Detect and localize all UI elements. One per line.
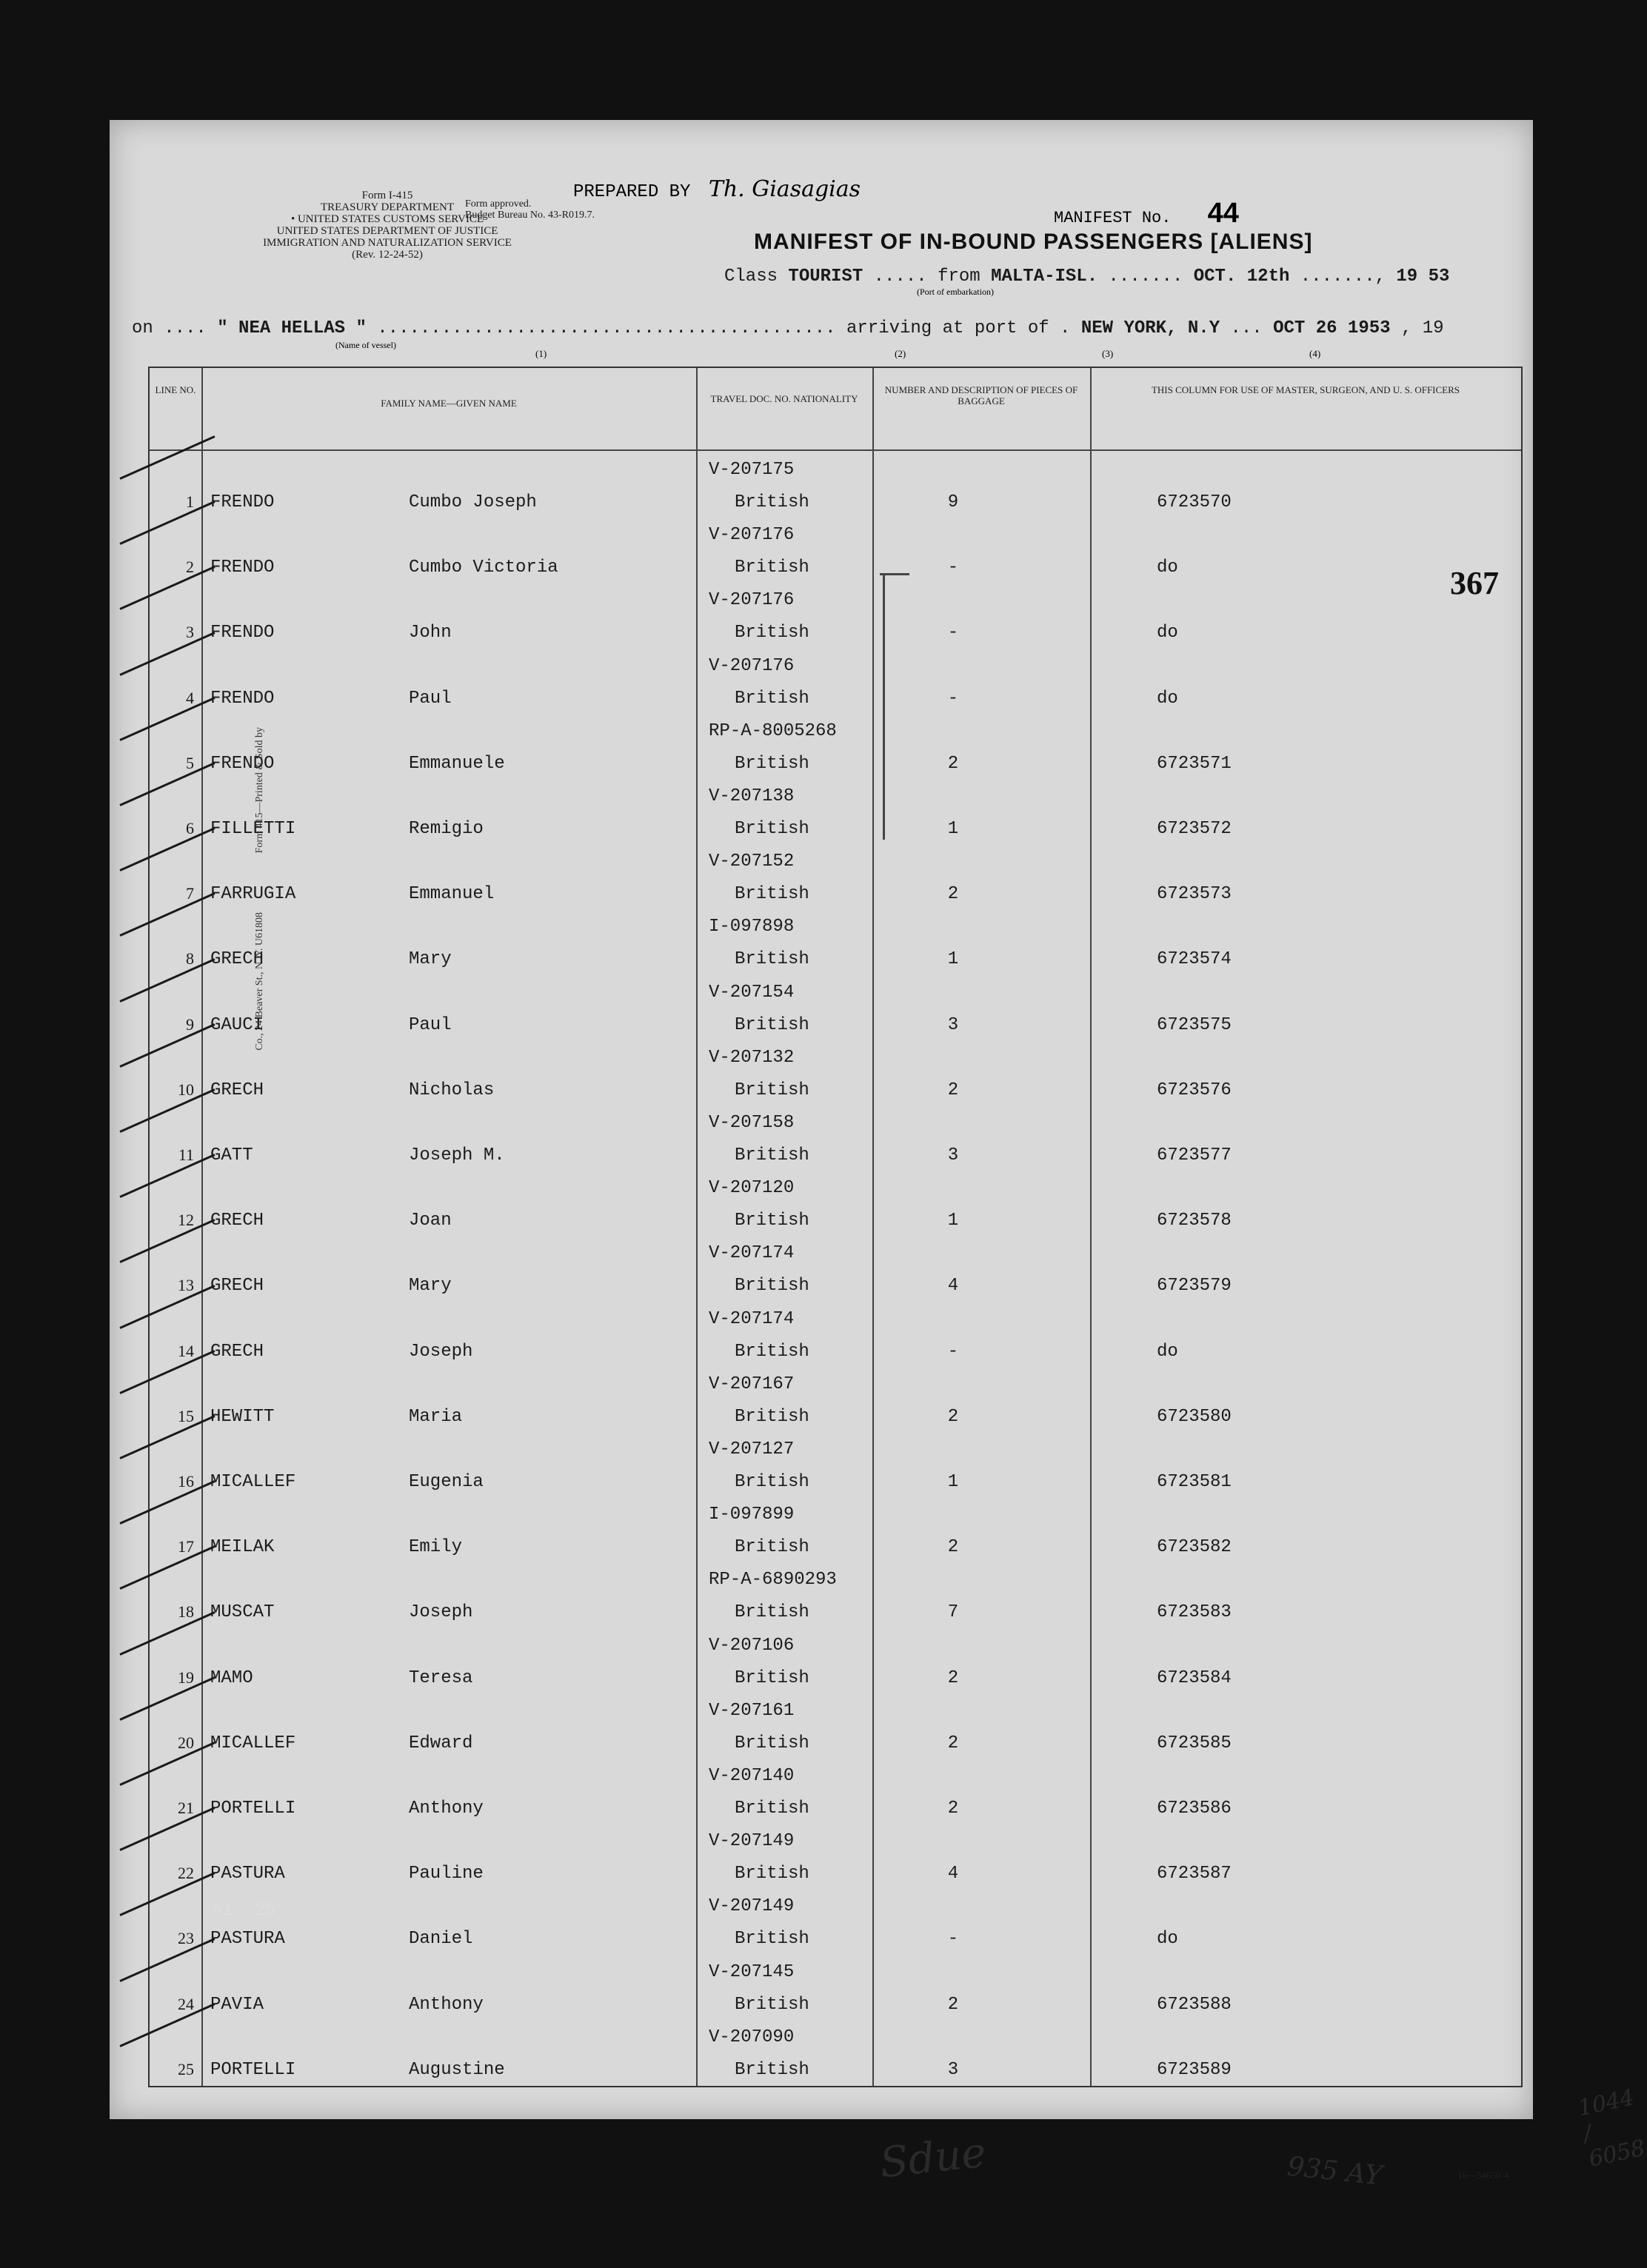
nationality: British bbox=[735, 623, 809, 643]
header-baggage: NUMBER AND DESCRIPTION OF PIECES OF BAGGAGE bbox=[884, 384, 1078, 407]
travel-doc-number: V-207176 bbox=[709, 590, 795, 611]
baggage-count: 2 bbox=[947, 753, 959, 774]
nationality: British bbox=[735, 1014, 809, 1035]
vessel-label: (Name of vessel) bbox=[335, 340, 396, 350]
table-row bbox=[150, 777, 1521, 843]
nationality: British bbox=[735, 688, 809, 709]
table-row bbox=[150, 1169, 1521, 1234]
dept-ins: IMMIGRATION AND NATURALIZATION SERVICE bbox=[263, 237, 512, 249]
manifest-number bbox=[1054, 198, 1239, 230]
travel-doc-number: V-207154 bbox=[709, 982, 795, 1003]
family-name: GRECH bbox=[210, 1211, 264, 1231]
family-name: MAMO bbox=[210, 1667, 253, 1688]
nationality: British bbox=[735, 1864, 809, 1884]
line-number: 23 bbox=[178, 1929, 194, 1948]
line-number: 18 bbox=[178, 1602, 194, 1622]
family-name: MICALLEF bbox=[210, 1733, 296, 1753]
travel-doc-number: V-207090 bbox=[709, 2027, 795, 2047]
col-num-2: (2) bbox=[895, 348, 906, 359]
officer-code: 6723575 bbox=[1157, 1014, 1232, 1035]
family-name: PASTURA bbox=[210, 1864, 285, 1884]
nationality: British bbox=[735, 1472, 809, 1492]
travel-doc-number: V-207106 bbox=[709, 1635, 795, 1656]
manifest-no-value: 44 bbox=[1207, 198, 1239, 229]
nationality: British bbox=[735, 492, 809, 512]
given-name: Anthony bbox=[409, 1799, 484, 1819]
officer-code: 6723581 bbox=[1157, 1472, 1232, 1492]
family-name: GAUCI bbox=[210, 1014, 264, 1035]
officer-code: 6723578 bbox=[1157, 1211, 1232, 1231]
line-number: 6 bbox=[186, 819, 194, 837]
baggage-count: 2 bbox=[947, 1406, 959, 1427]
given-name: Mary bbox=[409, 949, 452, 970]
vessel-name: " NEA HELLAS " bbox=[217, 318, 367, 338]
family-name: HEWITT bbox=[210, 1406, 275, 1427]
line-number: 17 bbox=[178, 1537, 194, 1556]
nationality: British bbox=[735, 2059, 809, 2080]
officer-code: 6723586 bbox=[1157, 1799, 1232, 1819]
arrival-date: OCT 26 1953 bbox=[1273, 318, 1391, 338]
officer-code: 6723583 bbox=[1157, 1602, 1232, 1623]
line-number: 5 bbox=[186, 753, 194, 772]
class-label: Class bbox=[724, 267, 778, 287]
table-row bbox=[150, 451, 1521, 516]
given-name: Paul bbox=[409, 688, 452, 709]
table-row bbox=[150, 647, 1521, 712]
given-name: Mary bbox=[409, 1276, 452, 1297]
line-number: 13 bbox=[178, 1276, 194, 1295]
nationality: British bbox=[735, 949, 809, 970]
baggage-count: 1 bbox=[947, 819, 959, 839]
table-row bbox=[150, 1039, 1521, 1104]
officer-code: 6723585 bbox=[1157, 1733, 1232, 1753]
nationality: British bbox=[735, 1406, 809, 1427]
manifest-page bbox=[110, 120, 1647, 2192]
nationality: British bbox=[735, 558, 809, 578]
from-value: MALTA-ISL. bbox=[991, 267, 1098, 287]
baggage-count: 2 bbox=[947, 1537, 959, 1558]
port-embark-label: (Port of embarkation) bbox=[917, 287, 994, 297]
given-name: Anthony bbox=[409, 1994, 484, 2015]
arrival-year: , 19 bbox=[1400, 318, 1444, 338]
given-name: Remigio bbox=[409, 819, 484, 839]
travel-doc-number: V-207120 bbox=[709, 1178, 795, 1199]
family-name: FRENDO bbox=[210, 688, 275, 709]
line-number: 12 bbox=[178, 1211, 194, 1230]
given-name: Emmanuel bbox=[409, 884, 495, 905]
line-number: 1 bbox=[186, 492, 194, 511]
given-name: Emmanuele bbox=[409, 753, 505, 774]
form-id: Form I-415 bbox=[361, 190, 413, 201]
family-name: MICALLEF bbox=[210, 1472, 296, 1492]
header-line-no: LINE NO. bbox=[155, 384, 196, 395]
table-row bbox=[150, 1496, 1521, 1561]
table-row bbox=[150, 1627, 1521, 1692]
nationality: British bbox=[735, 1929, 809, 1950]
travel-doc-number: V-207176 bbox=[709, 655, 795, 676]
family-name: GATT bbox=[210, 1145, 253, 1165]
travel-doc-number: I-097898 bbox=[709, 917, 795, 937]
baggage-count: 3 bbox=[947, 1014, 959, 1035]
given-name: Joseph bbox=[409, 1341, 473, 1362]
travel-doc-number: I-097899 bbox=[709, 1505, 795, 1525]
from-label: from bbox=[938, 267, 980, 287]
baggage-count: 1 bbox=[947, 1211, 959, 1231]
nationality: British bbox=[735, 1667, 809, 1688]
family-name: PASTURA bbox=[210, 1929, 285, 1950]
embark-date: OCT. 12th bbox=[1193, 267, 1290, 287]
table-row bbox=[150, 581, 1521, 646]
given-name: Paul bbox=[409, 1014, 452, 1035]
travel-doc-number: V-207132 bbox=[709, 1047, 795, 1068]
table-row bbox=[150, 2018, 1521, 2084]
header-travel-doc: TRAVEL DOC. NO. NATIONALITY bbox=[710, 393, 858, 404]
nationality: British bbox=[735, 1211, 809, 1231]
family-name: GRECH bbox=[210, 1276, 264, 1297]
travel-doc-number: V-207175 bbox=[709, 460, 795, 480]
header-name: FAMILY NAME—GIVEN NAME bbox=[381, 398, 517, 409]
given-name: Cumbo Joseph bbox=[409, 492, 537, 512]
officer-code: 6723587 bbox=[1157, 1864, 1232, 1884]
line-number: 21 bbox=[178, 1799, 194, 1817]
officer-code: 6723584 bbox=[1157, 1667, 1232, 1688]
nationality: British bbox=[735, 1080, 809, 1100]
class-line: Class TOURIST ..... from MALTA-ISL. ....... OCT. 12th ......., 19 53 bbox=[724, 267, 1450, 287]
nationality: British bbox=[735, 753, 809, 774]
family-name: MUSCAT bbox=[210, 1602, 275, 1623]
travel-doc-number: V-207176 bbox=[709, 525, 795, 546]
given-name: Teresa bbox=[409, 1667, 473, 1688]
given-name: Pauline bbox=[409, 1864, 484, 1884]
baggage-count: 1 bbox=[947, 1472, 959, 1492]
check-mark bbox=[119, 435, 215, 480]
line-number: 15 bbox=[178, 1406, 194, 1425]
line-number: 22 bbox=[178, 1864, 194, 1883]
line-number: 16 bbox=[178, 1472, 194, 1491]
baggage-count: 3 bbox=[947, 1145, 959, 1165]
baggage-count: 2 bbox=[947, 884, 959, 905]
handwritten-bracket bbox=[880, 573, 909, 575]
baggage-count: 2 bbox=[947, 1733, 959, 1753]
table-row bbox=[150, 1692, 1521, 1757]
form-approved: Form approved. bbox=[465, 198, 532, 210]
nationality: British bbox=[735, 1733, 809, 1753]
travel-doc-number: V-207158 bbox=[709, 1113, 795, 1133]
given-name: Emily bbox=[409, 1537, 463, 1558]
passenger-table bbox=[148, 367, 1523, 2087]
given-name: Daniel bbox=[409, 1929, 473, 1950]
given-name: Joan bbox=[409, 1211, 452, 1231]
officer-code: 6723573 bbox=[1157, 884, 1232, 905]
officer-code: do bbox=[1157, 1341, 1178, 1362]
nationality: British bbox=[735, 1799, 809, 1819]
officer-code: 6723571 bbox=[1157, 753, 1232, 774]
embark-year: 19 53 bbox=[1396, 267, 1450, 287]
table-row bbox=[150, 712, 1521, 777]
table-row bbox=[150, 843, 1521, 908]
prepared-by-label: PREPARED BY bbox=[573, 182, 691, 202]
nationality: British bbox=[735, 1602, 809, 1623]
table-row bbox=[150, 1822, 1521, 1887]
table-row bbox=[150, 1234, 1521, 1299]
travel-doc-number: V-207149 bbox=[709, 1831, 795, 1852]
travel-doc-number: V-207140 bbox=[709, 1766, 795, 1786]
family-name: FRENDO bbox=[210, 558, 275, 578]
line-number: 25 bbox=[178, 2059, 194, 2078]
baggage-count: 2 bbox=[947, 1080, 959, 1100]
nationality: British bbox=[735, 884, 809, 905]
baggage-count: 1 bbox=[947, 949, 959, 970]
baggage-count: 7 bbox=[947, 1602, 959, 1623]
col-num-1: (1) bbox=[535, 348, 547, 359]
page-sequence-number: 367 bbox=[1450, 565, 1499, 601]
line-number: 24 bbox=[178, 1994, 194, 2013]
budget-bureau: Budget Bureau No. 43-R019.7. bbox=[465, 210, 595, 221]
travel-doc-number: V-207149 bbox=[709, 1896, 795, 1917]
prepared-by-signature: Th. Giasagias bbox=[708, 176, 861, 202]
table-row bbox=[150, 1757, 1521, 1822]
table-row bbox=[150, 1365, 1521, 1431]
table-row bbox=[150, 1953, 1521, 2018]
given-name: Joseph M. bbox=[409, 1145, 505, 1165]
given-name: Maria bbox=[409, 1406, 463, 1427]
officer-code: 6723579 bbox=[1157, 1276, 1232, 1297]
handwritten-bracket bbox=[883, 573, 885, 840]
family-name: FRENDO bbox=[210, 623, 275, 643]
baggage-count: - bbox=[947, 558, 959, 578]
manifest-no-label: MANIFEST No. bbox=[1054, 209, 1172, 227]
officer-code: 6723582 bbox=[1157, 1537, 1232, 1558]
officer-code: do bbox=[1157, 623, 1178, 643]
page-title: MANIFEST OF IN-BOUND PASSENGERS [ALIENS] bbox=[754, 230, 1313, 254]
officer-code: do bbox=[1157, 558, 1178, 578]
given-name: John bbox=[409, 623, 452, 643]
travel-doc-number: V-207161 bbox=[709, 1700, 795, 1721]
prepared-by bbox=[573, 176, 861, 202]
line-number: 4 bbox=[186, 688, 194, 707]
baggage-count: 3 bbox=[947, 2059, 959, 2080]
travel-doc-number: V-207167 bbox=[709, 1374, 795, 1394]
nationality: British bbox=[735, 1341, 809, 1362]
header-officers: THIS COLUMN FOR USE OF MASTER, SURGEON, AND U. S. OFFICERS bbox=[1151, 384, 1460, 395]
table-row bbox=[150, 1561, 1521, 1626]
vessel-line: on .... " NEA HELLAS " ........................................... arriving at port of . NEW YORK, N.Y ... OCT 26 1953 , 19 bbox=[132, 318, 1444, 338]
family-name: FILLETTI bbox=[210, 819, 296, 839]
table-row bbox=[150, 1300, 1521, 1365]
baggage-count: 4 bbox=[947, 1276, 959, 1297]
travel-doc-number: V-207138 bbox=[709, 786, 795, 806]
baggage-count: - bbox=[947, 1341, 959, 1362]
family-name: MEILAK bbox=[210, 1537, 275, 1558]
arrival-port: NEW YORK, N.Y bbox=[1080, 318, 1220, 338]
handwritten-note: 1044 / 6058 bbox=[1575, 2084, 1647, 2172]
family-name: PORTELLI bbox=[210, 1799, 296, 1819]
given-name: Augustine bbox=[409, 2059, 505, 2080]
col-num-4: (4) bbox=[1309, 348, 1321, 359]
table-row bbox=[150, 908, 1521, 973]
dept-treasury: TREASURY DEPARTMENT bbox=[320, 201, 455, 213]
travel-doc-number: V-207174 bbox=[709, 1308, 795, 1329]
officer-code: 6723577 bbox=[1157, 1145, 1232, 1165]
officer-code: 6723589 bbox=[1157, 2059, 1232, 2080]
left-stamp: A1. 25 bbox=[212, 1901, 276, 1921]
margin-printer-note-2: Co., 24 Beaver St., N. Y. U61808 bbox=[254, 912, 265, 1051]
line-number: 2 bbox=[186, 558, 194, 577]
table-row bbox=[150, 1887, 1521, 1953]
travel-doc-number: V-207174 bbox=[709, 1243, 795, 1264]
officer-code: 6723588 bbox=[1157, 1994, 1232, 2015]
family-name: PORTELLI bbox=[210, 2059, 296, 2080]
table-row bbox=[150, 516, 1521, 581]
baggage-count: 9 bbox=[947, 492, 959, 512]
baggage-count: 2 bbox=[947, 1799, 959, 1819]
line-number: 10 bbox=[178, 1080, 194, 1099]
baggage-count: 2 bbox=[947, 1667, 959, 1688]
margin-printer-note: Form 415—Printed & Sold by bbox=[254, 727, 265, 854]
nationality: British bbox=[735, 1276, 809, 1297]
nationality: British bbox=[735, 819, 809, 839]
family-name: FRENDO bbox=[210, 753, 275, 774]
officer-code: 6723570 bbox=[1157, 492, 1232, 512]
line-number: 20 bbox=[178, 1733, 194, 1752]
arriving-label: arriving at port of bbox=[846, 318, 1049, 338]
officer-code: do bbox=[1157, 688, 1178, 709]
baggage-count: - bbox=[947, 1929, 959, 1950]
given-name: Edward bbox=[409, 1733, 473, 1753]
officer-code: 6723572 bbox=[1157, 819, 1232, 839]
line-number: 3 bbox=[186, 623, 194, 642]
officer-code: 6723574 bbox=[1157, 949, 1232, 970]
line-number: 11 bbox=[178, 1145, 194, 1164]
family-name: FARRUGIA bbox=[210, 884, 296, 905]
family-name: GRECH bbox=[210, 1341, 264, 1362]
travel-doc-number: RP-A-8005268 bbox=[709, 720, 837, 741]
line-number: 14 bbox=[178, 1341, 194, 1360]
given-name: Eugenia bbox=[409, 1472, 484, 1492]
nationality: British bbox=[735, 1994, 809, 2015]
family-name: GRECH bbox=[210, 949, 264, 970]
travel-doc-number: RP-A-6890293 bbox=[709, 1570, 837, 1590]
family-name: PAVIA bbox=[210, 1994, 264, 2015]
officer-code: 6723576 bbox=[1157, 1080, 1232, 1100]
handwritten-note: 935 AY bbox=[1286, 2151, 1384, 2192]
signature: Sdue bbox=[877, 2128, 989, 2188]
family-name: FRENDO bbox=[210, 492, 275, 512]
given-name: Nicholas bbox=[409, 1080, 495, 1100]
travel-doc-number: V-207145 bbox=[709, 1961, 795, 1982]
given-name: Joseph bbox=[409, 1602, 473, 1623]
line-number: 8 bbox=[186, 949, 194, 969]
line-number: 7 bbox=[186, 884, 194, 903]
table-row bbox=[150, 1104, 1521, 1169]
form-revision: (Rev. 12-24-52) bbox=[352, 249, 423, 261]
baggage-count: 2 bbox=[947, 1994, 959, 2015]
line-number: 9 bbox=[186, 1014, 194, 1034]
given-name: Cumbo Victoria bbox=[409, 558, 558, 578]
table-row bbox=[150, 974, 1521, 1039]
col-num-3: (3) bbox=[1102, 348, 1114, 359]
officer-code: 6723580 bbox=[1157, 1406, 1232, 1427]
baggage-count: - bbox=[947, 623, 959, 643]
nationality: British bbox=[735, 1537, 809, 1558]
dept-customs: • UNITED STATES CUSTOMS SERVICE bbox=[290, 213, 484, 225]
bottom-print-code: 16—54650-4 bbox=[1457, 2170, 1509, 2181]
class-value: TOURIST bbox=[788, 267, 863, 287]
baggage-count: 4 bbox=[947, 1864, 959, 1884]
dept-justice: UNITED STATES DEPARTMENT OF JUSTICE bbox=[276, 225, 498, 237]
officer-code: do bbox=[1157, 1929, 1178, 1950]
travel-doc-number: V-207127 bbox=[709, 1439, 795, 1459]
travel-doc-number: V-207152 bbox=[709, 852, 795, 872]
nationality: British bbox=[735, 1145, 809, 1165]
on-label: on bbox=[132, 318, 153, 338]
family-name: GRECH bbox=[210, 1080, 264, 1100]
table-row bbox=[150, 1431, 1521, 1496]
line-number: 19 bbox=[178, 1667, 194, 1687]
baggage-count: - bbox=[947, 688, 959, 709]
